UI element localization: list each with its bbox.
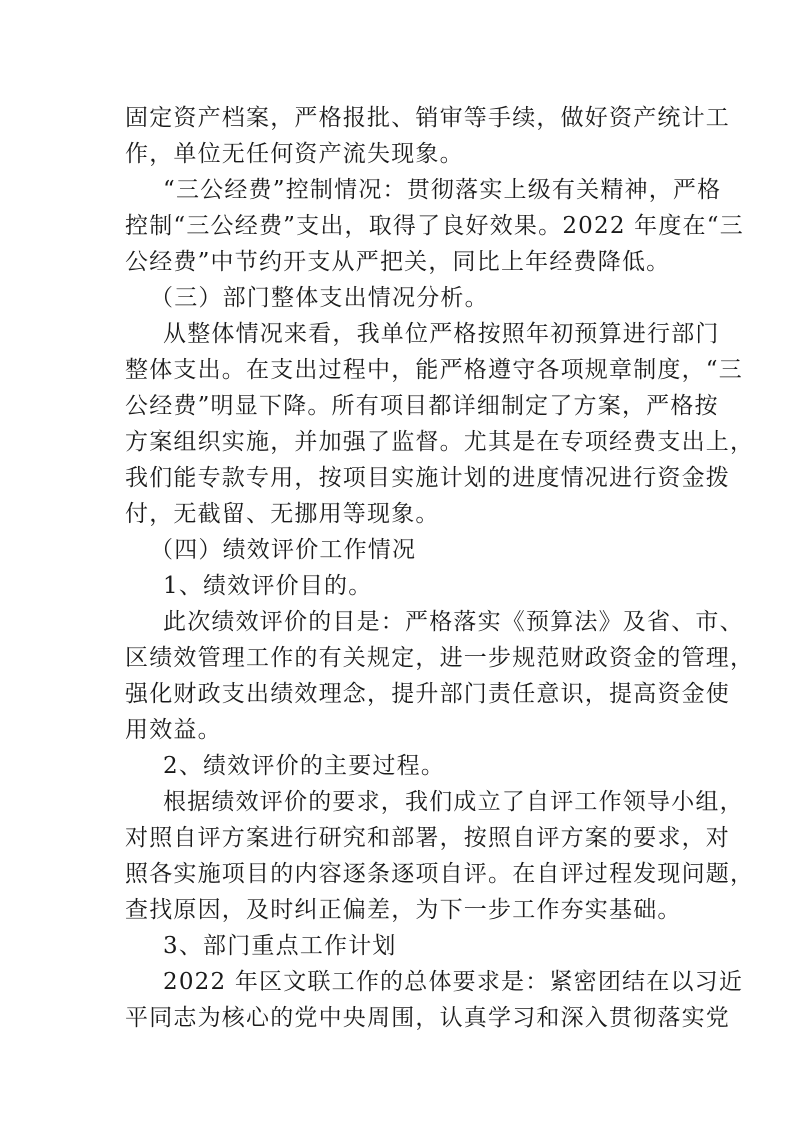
paragraph-text-line: 根据绩效评价的要求，我们成立了自评工作领导小组， xyxy=(163,789,744,815)
body-text-line: 区绩效管理工作的有关规定，进一步规范财政资金的管理， xyxy=(125,645,755,671)
body-text-line: 查找原因，及时纠正偏差，为下一步工作夯实基础。 xyxy=(125,897,682,923)
body-text-line: 整体支出。在支出过程中，能严格遵守各项规章制度，“三 xyxy=(125,357,743,383)
body-text-line: 公经费”中节约开支从严把关，同比上年经费降低。 xyxy=(125,249,671,275)
paragraph-text-line: 从整体情况来看，我单位严格按照年初预算进行部门 xyxy=(163,321,720,347)
subsection-heading: 2、绩效评价的主要过程。 xyxy=(163,753,446,779)
body-text-line: 平同志为核心的党中央周围，认真学习和深入贯彻落实党 xyxy=(125,1005,730,1031)
body-text-line: 照各实施项目的内容逐条逐项自评。在自评过程发现问题， xyxy=(125,861,755,887)
body-text-line: 用效益。 xyxy=(125,717,222,743)
body-text-line: 方案组织实施，并加强了监督。尤其是在专项经费支出上， xyxy=(125,429,755,455)
subsection-heading: 3、部门重点工作计划 xyxy=(163,933,397,959)
body-text-line: 固定资产档案，严格报批、销审等手续，做好资产统计工 xyxy=(125,105,730,131)
body-text-line: 对照自评方案进行研究和部署，按照自评方案的要求，对 xyxy=(125,825,730,851)
section-heading: （四）绩效评价工作情况 xyxy=(150,537,417,563)
paragraph-text-line: 2022 年区文联工作的总体要求是：紧密团结在以习近 xyxy=(163,969,744,995)
body-text-line: 强化财政支出绩效理念，提升部门责任意识，提高资金使 xyxy=(125,681,730,707)
paragraph-text-line: “三公经费”控制情况：贯彻落实上级有关精神，严格 xyxy=(163,177,722,203)
body-text-line: 我们能专款专用，按项目实施计划的进度情况进行资金拨 xyxy=(125,465,730,491)
body-text-line: 作，单位无任何资产流失现象。 xyxy=(125,141,464,167)
paragraph-text-line: 此次绩效评价的目是：严格落实《预算法》及省、市、 xyxy=(163,609,744,635)
body-text-line: 公经费”明显下降。所有项目都详细制定了方案，严格按 xyxy=(125,393,719,419)
section-heading: （三）部门整体支出情况分析。 xyxy=(150,285,489,311)
subsection-heading: 1、绩效评价目的。 xyxy=(163,573,373,599)
body-text-line: 付，无截留、无挪用等现象。 xyxy=(125,501,440,527)
body-text-line: 控制“三公经费”支出，取得了良好效果。2022 年度在“三 xyxy=(125,213,744,239)
